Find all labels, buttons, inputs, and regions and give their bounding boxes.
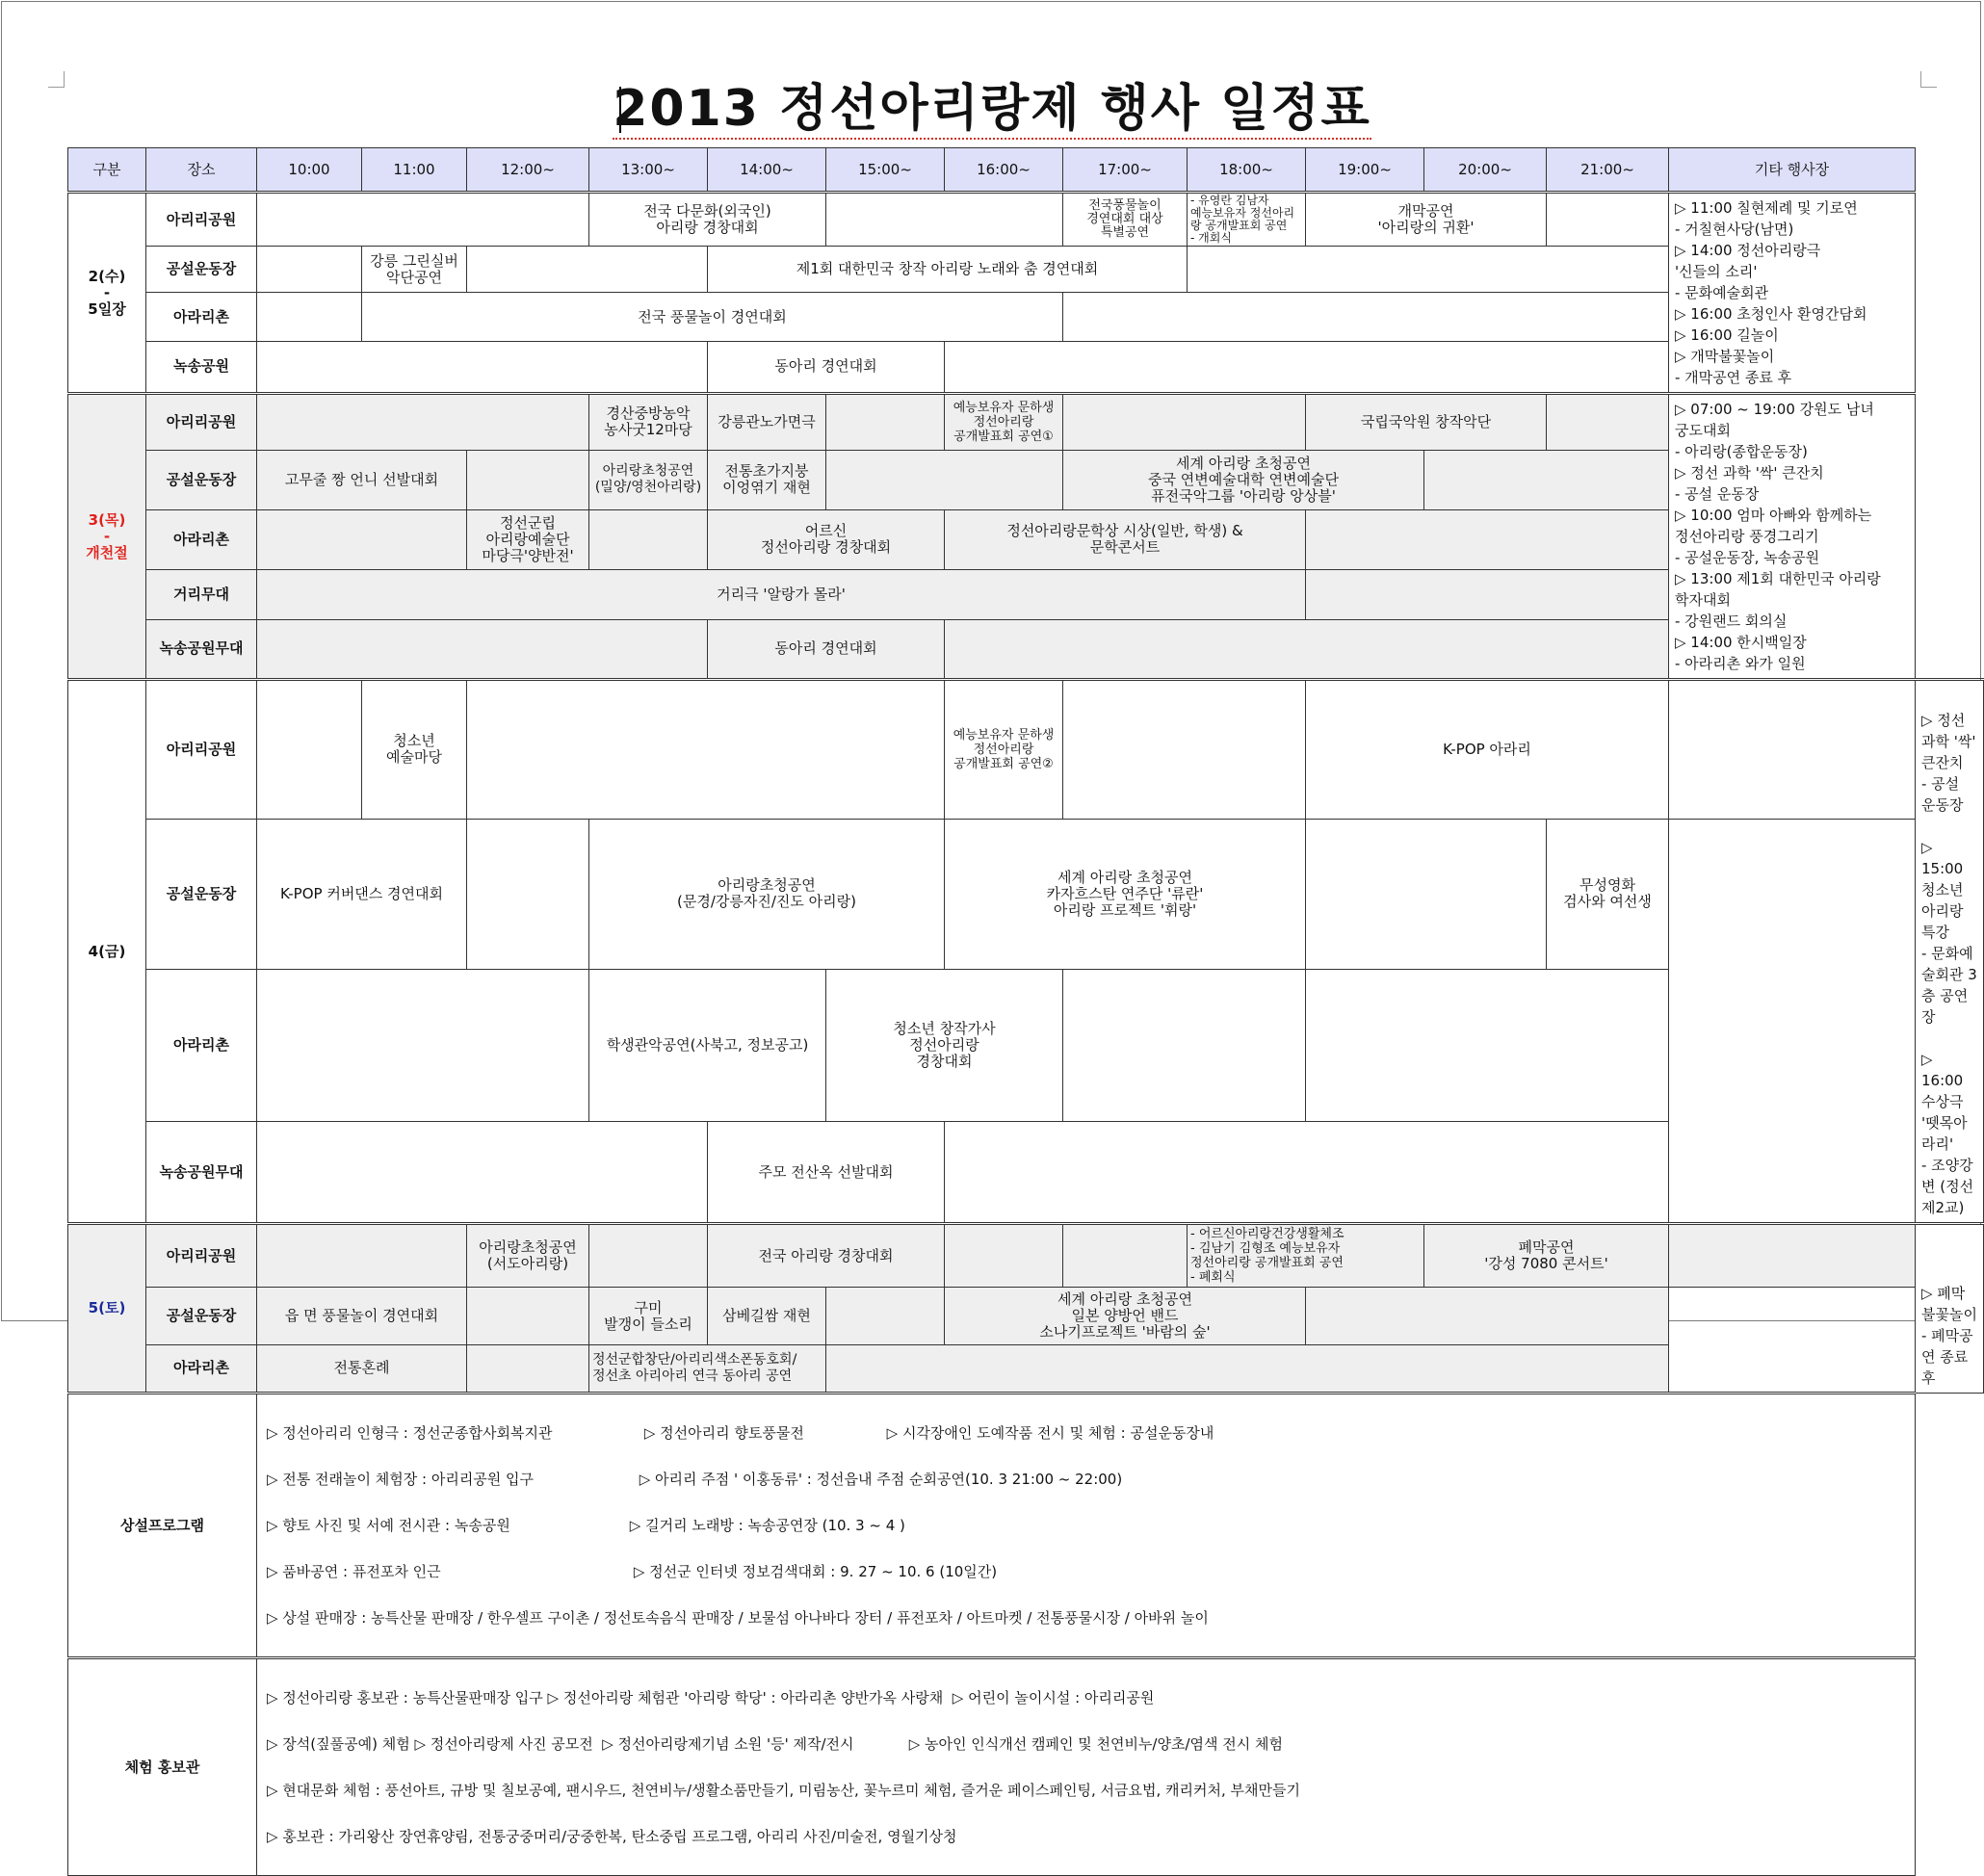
empty-cell [826,1344,1669,1393]
experience-line: ▷ 정선아리랑 홍보관 : 농특산물판매장 입구 ▷ 정선아리랑 체험관 '아리랑 학당' : 아라리촌 양반가옥 사랑채 ▷ 어린이 놀이시설 : 아리리공원 [267,1689,1155,1707]
event-cell: 구미 발갱이 들소리 [589,1288,708,1344]
empty-cell [1547,193,1669,247]
header-time: 12:00~ [467,148,589,193]
event-cell: 정선아리랑문학상 시상(일반, 학생) & 문학콘서트 [945,509,1306,569]
day-label: 3(목) - 개천절 [68,394,146,680]
event-cell: 강릉관노가면극 [708,394,826,451]
venue-cell: 공설운동장 [146,450,257,509]
empty-cell [1306,969,1669,1122]
other-events: ▷ 폐막불꽃놀이 - 폐막공연 종료 후 [1916,1224,1984,1394]
header-time: 21:00~ [1547,148,1669,193]
event-cell: 학생관악공연(사북고, 정보공고) [589,969,826,1122]
other-events: ▷ 07:00 ~ 19:00 강원도 남녀 궁도대회 - 아리랑(종합운동장) ▷ 정선 과학 '싹' 큰잔치 - 공설 운동장 ▷ 10:00 엄마 아빠와 함께하는 정선아리랑 풍경그리기 - 공설운동장, 녹송공원 ▷ 13:00 제1회 대한민국 아리랑 학자대회 - 강원랜드 회의실 ▷ 14:00 한시백일장 - 아라리촌 와가 일원 [1669,394,1916,680]
empty-cell [1424,450,1669,509]
event-cell: 아리랑초청공연 (문경/강릉자진/진도 아리랑) [589,819,945,969]
other-events: ▷ 11:00 칠현제례 및 기로연 - 거칠현사당(남면) ▷ 14:00 정선아리랑극 '신들의 소리' - 문화예술회관 ▷ 16:00 초청인사 환영간담회 ▷ 16:00 길놀이 ▷ 개막불꽃놀이 - 개막공연 종료 후 [1669,193,1916,394]
table-row [68,394,1984,451]
table-row [68,969,1984,1122]
event-cell: 삼베길쌈 재현 [708,1288,826,1344]
event-cell: 전통혼례 [257,1344,467,1393]
table-row [68,1224,1984,1288]
venue-cell: 공설운동장 [146,819,257,969]
event-cell: 전국 다문화(외국인) 아리랑 경창대회 [589,193,826,247]
event-cell: 청소년 창작가사 정선아리랑 경창대회 [826,969,1063,1122]
header-gubun: 구분 [68,148,146,193]
experience-line: ▷ 현대문화 체험 : 풍선아트, 규방 및 칠보공예, 팬시우드, 천연비누/생활소품만들기, 미림농산, 꽃누르미 체험, 즐거운 페이스페인팅, 서금요법, 캐리커처, 부채만들기 [267,1782,1300,1799]
header-row [68,148,1984,193]
other-events: ▷ 정선 과학 '싹' 큰잔치 - 공설 운동장 ▷ 15:00 청소년 아리랑 특강 - 문화예술회관 3층 공연장 ▷ 16:00 수상극 '뗏목아라리' - 조양강변 (정선제2교) [1916,680,1984,1224]
event-cell: 아리랑초청공연 (밀양/영천아리랑) [589,450,708,509]
empty-cell [945,1122,1669,1224]
table-row [68,1344,1984,1393]
empty-cell [1669,1224,1916,1288]
empty-cell [257,619,708,679]
venue-cell: 공설운동장 [146,247,257,293]
day-label: 2(수) - 5일장 [68,193,146,394]
event-cell: 국립국악원 창작악단 [1306,394,1547,451]
event-cell: 예능보유자 문하생 정선아리랑 공개발표회 공연② [945,680,1063,820]
empty-cell [1063,680,1306,820]
header-other: 기타 행사장 [1669,148,1916,193]
table-row [68,1122,1984,1224]
header-time: 17:00~ [1063,148,1188,193]
empty-cell [945,341,1669,393]
permanent-line: ▷ 전통 전래놀이 체험장 : 아리리공원 입구 ▷ 아리리 주점 ' 이홍동류' : 정선읍내 주점 순회공연(10. 3 21:00 ~ 22:00) [267,1471,1123,1488]
event-cell: K-POP 아라리 [1306,680,1669,820]
header-time: 11:00 [362,148,467,193]
event-cell: 개막공연 '아리랑의 귀환' [1306,193,1547,247]
empty-cell [257,969,589,1122]
empty-cell [257,1224,467,1288]
empty-cell [257,341,708,393]
permanent-line: ▷ 향토 사진 및 서예 전시관 : 녹송공원 ▷ 길거리 노래방 : 녹송공연장 (10. 3 ~ 4 ) [267,1517,905,1534]
empty-cell [467,819,589,969]
empty-cell [467,450,589,509]
venue-cell: 녹송공원무대 [146,1122,257,1224]
venue-cell: 아리리공원 [146,193,257,247]
permanent-line: ▷ 상설 판매장 : 농특산물 판매장 / 한우셀프 구이촌 / 정선토속음식 판매장 / 보물섬 아나바다 장터 / 퓨전포차 / 아트마켓 / 전통풍물시장 / 아바위 놀이 [267,1609,1209,1627]
table-row [68,1394,1984,1658]
header-time: 13:00~ [589,148,708,193]
permanent-line: ▷ 정선아리리 인형극 : 정선군종합사회복지관 ▷ 정선아리리 향토풍물전 ▷ 시각장애인 도예작품 전시 및 체험 : 공설운동장내 [267,1424,1214,1442]
empty-cell [945,619,1669,679]
event-cell: 주모 전산옥 선발대회 [708,1122,945,1224]
venue-cell: 녹송공원 [146,341,257,393]
venue-cell: 공설운동장 [146,1288,257,1344]
day-label: 5(토) [68,1224,146,1394]
venue-cell: 아라리촌 [146,509,257,569]
event-cell: 아리랑초청공연 (서도아리랑) [467,1224,589,1288]
empty-cell [1063,293,1669,341]
event-cell: 경산중방농악 농사굿12마당 [589,394,708,451]
venue-cell: 아라리촌 [146,293,257,341]
venue-cell: 아라리촌 [146,969,257,1122]
event-cell: 강릉 그린실버 악단공연 [362,247,467,293]
table-row [68,819,1984,969]
venue-cell: 아리리공원 [146,1224,257,1288]
event-cell: 정선군립 아리랑예술단 마당극'양반전' [467,509,589,569]
empty-cell [257,193,589,247]
empty-cell [1188,247,1669,293]
event-cell: 전통초가지붕 이엉엮기 재현 [708,450,826,509]
event-cell: 제1회 대한민국 창작 아리랑 노래와 춤 경연대회 [708,247,1188,293]
table-row [68,1288,1984,1344]
empty-cell [1306,819,1547,969]
permanent-label: 상설프로그램 [68,1394,257,1658]
header-time: 14:00~ [708,148,826,193]
venue-cell: 아리리공원 [146,680,257,820]
event-cell: 폐막공연 '강성 7080 콘서트' [1424,1224,1669,1288]
header-place: 장소 [146,148,257,193]
event-cell: - 어르신아리랑건강생활체조 - 김남기 김형조 예능보유자 정선아리랑 공개발표회 공연 - 폐회식 [1188,1224,1424,1288]
empty-cell [257,247,362,293]
empty-cell [589,1224,708,1288]
schedule-table [67,147,1984,1876]
empty-cell [257,680,362,820]
event-cell: 읍 면 풍물놀이 경연대회 [257,1288,467,1344]
empty-cell [1306,509,1669,569]
header-time: 20:00~ [1424,148,1547,193]
empty-cell [467,1288,589,1344]
empty-cell [257,293,362,341]
table-row [68,193,1984,247]
empty-cell [257,394,589,451]
table-row [68,1658,1984,1876]
venue-cell: 아리리공원 [146,394,257,451]
venue-cell: 아라리촌 [146,1344,257,1393]
event-cell: 전국 아리랑 경창대회 [708,1224,945,1288]
empty-cell [467,680,945,820]
permanent-programs [257,1394,1916,1658]
venue-cell: 녹송공원무대 [146,619,257,679]
event-cell: 세계 아리랑 초청공연 카자흐스탄 연주단 '류란' 아리랑 프로젝트 '휘랑' [945,819,1306,969]
empty-cell [1063,1224,1188,1288]
event-cell: 고무줄 짱 언니 선발대회 [257,450,467,509]
experience-line: ▷ 장석(짚풀공예) 체험 ▷ 정선아리랑제 사진 공모전 ▷ 정선아리랑제기념 소원 '등' 제작/전시 ▷ 농아인 인식개선 캠페인 및 천연비누/양초/염색 전시 체험 [267,1735,1284,1753]
empty-cell [945,1224,1063,1288]
experience-label: 체험 홍보관 [68,1658,257,1876]
permanent-line: ▷ 품바공연 : 퓨전포차 인근 ▷ 정선군 인터넷 정보검색대회 : 9. 27 ~ 10. 6 (10일간) [267,1563,998,1580]
empty-cell [1063,969,1306,1122]
experience-line: ▷ 홍보관 : 가리왕산 장연휴양림, 전통궁중머리/궁중한복, 탄소중립 프로그램, 아리리 사진/미술전, 영월기상청 [267,1828,957,1845]
empty-cell [1063,394,1306,451]
empty-cell [589,509,708,569]
empty-cell [1306,569,1669,619]
table-row [68,680,1984,820]
event-cell: K-POP 커버댄스 경연대회 [257,819,467,969]
event-cell: 동아리 경연대회 [708,619,945,679]
empty-cell [1669,680,1916,820]
page-title: 2013 정선아리랑제 행사 일정표 [613,80,1371,138]
venue-cell: 거리무대 [146,569,257,619]
empty-cell [1547,394,1669,451]
empty-cell [826,1288,945,1344]
event-cell: 세계 아리랑 초청공연 중국 연변예술대학 연변예술단 퓨전국악그룹 '아리랑 앙상블' [1063,450,1424,509]
header-time: 10:00 [257,148,362,193]
header-time: 16:00~ [945,148,1063,193]
event-cell: 어르신 정선아리랑 경창대회 [708,509,945,569]
header-time: 18:00~ [1188,148,1306,193]
empty-cell [826,193,1063,247]
event-cell: 세계 아리랑 초청공연 일본 양방언 밴드 소나기프로젝트 '바람의 숲' [945,1288,1306,1344]
empty-cell [826,450,1063,509]
empty-cell [1306,1288,1669,1344]
empty-cell [467,247,708,293]
event-cell: 동아리 경연대회 [708,341,945,393]
event-cell: 거리극 '알랑가 몰라' [257,569,1306,619]
day-label: 4(금) [68,680,146,1224]
event-cell: 청소년 예술마당 [362,680,467,820]
margin-mark-left [48,71,65,88]
event-cell: 무성영화 검사와 여선생 [1547,819,1669,969]
experience-programs [257,1658,1916,1876]
event-cell: - 유영란 김남자 예능보유자 정선아리 랑 공개발표회 공연 - 개회식 [1188,193,1306,247]
margin-mark-right [1920,71,1937,88]
empty-cell [257,509,467,569]
empty-cell [467,1344,589,1393]
event-cell: 전국풍물놀이 경연대회 대상 특별공연 [1063,193,1188,247]
header-time: 19:00~ [1306,148,1424,193]
empty-cell [826,394,945,451]
event-cell: 정선군합창단/아리리색소폰동호회/ 정선초 아리아리 연극 동아리 공연 [589,1344,826,1393]
event-cell: 예능보유자 문하생 정선아리랑 공개발표회 공연① [945,394,1063,451]
empty-cell [257,1122,708,1224]
event-cell: 전국 풍물놀이 경연대회 [362,293,1063,341]
header-time: 15:00~ [826,148,945,193]
